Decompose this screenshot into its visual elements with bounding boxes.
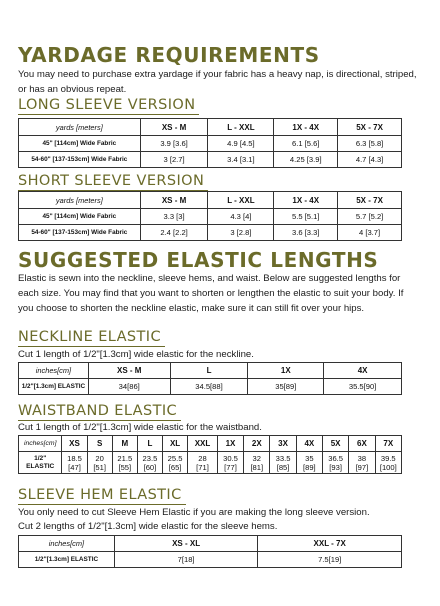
waistband-note: Cut 1 length of 1/2"[1.3cm] wide elastic for the waistband. [18, 422, 262, 433]
table-row: 1/2"[1.3cm] ELASTIC 7[18] 7.5[19] [19, 552, 402, 568]
table-row: 45" [114cm] Wide Fabric 3.9 [3.6] 4.9 [4.5] 6.1 [5.6] 6.3 [5.8] [19, 136, 402, 152]
table-header-row: yards [meters] XS - M L - XXL 1X - 4X 5X - 7X [19, 192, 402, 209]
neckline-elastic-heading: NECKLINE ELASTIC [18, 329, 161, 345]
waistband-elastic-heading: WAISTBAND ELASTIC [18, 403, 177, 419]
yardage-intro: You may need to purchase extra yardage if your fabric has a heavy nap, is directional, striped, or has an obvious repeat. [18, 69, 417, 95]
table-header-row: inches[cm] XS S M L XL XXL 1X 2X 3X 4X 5X 6X 7X [19, 436, 402, 452]
sleeve-hem-note-2: Cut 2 lengths of 1/2"[1.3cm] wide elastic for the sleeve hems. [18, 521, 278, 532]
table-header-row: inches[cm] XS - XL XXL - 7X [19, 536, 402, 552]
short-sleeve-heading: SHORT SLEEVE VERSION [18, 173, 204, 189]
long-sleeve-heading: LONG SLEEVE VERSION [18, 97, 195, 113]
sleeve-hem-elastic-heading: SLEEVE HEM ELASTIC [18, 487, 182, 503]
neckline-elastic-table [18, 362, 402, 395]
table-row: 1/2"[1.3cm] ELASTIC 34[86] 34.5[88] 35[89] 35.5[90] [19, 379, 402, 395]
sleeve-hem-note-1: You only need to cut Sleeve Hem Elastic if you are making the long sleeve version. [18, 507, 370, 518]
neckline-note: Cut 1 length of 1/2"[1.3cm] wide elastic for the neckline. [18, 349, 254, 360]
table-row: 54-60" [137-153cm] Wide Fabric 3 [2.7] 3.4 [3.1] 4.25 [3.9] 4.7 [4.3] [19, 152, 402, 168]
waistband-elastic-table [18, 435, 402, 474]
elastic-title: SUGGESTED ELASTIC LENGTHS [18, 248, 379, 272]
long-sleeve-yardage-table [18, 118, 402, 168]
table-header-row: yards [meters] XS - M L - XXL 1X - 4X 5X - 7X [19, 119, 402, 136]
sleeve-hem-elastic-table [18, 535, 402, 568]
yardage-title: YARDAGE REQUIREMENTS [18, 43, 320, 67]
table-row: 54-60" [137-153cm] Wide Fabric 2.4 [2.2] 3 [2.8] 3.6 [3.3] 4 [3.7] [19, 225, 402, 241]
waistband-row-label: 1/2" ELASTIC [19, 452, 62, 474]
table-header-row: inches[cm] XS - M L 1X 4X [19, 363, 402, 379]
short-sleeve-yardage-table [18, 191, 402, 241]
table-row: 45" [114cm] Wide Fabric 3.3 [3] 4.3 [4] 5.5 [5.1] 5.7 [5.2] [19, 209, 402, 225]
elastic-intro: Elastic is sewn into the neckline, sleeve hems, and waist. Below are suggested lengths for each size. You may find that you want to shorten or lengthen the elastic to suit your body. If you choose to shorten the neckline elastic, make sure it can still fit over your hips. [18, 273, 404, 314]
table-row: 1/2" ELASTIC 18.5 [47] 20 [51] 21.5 [55] 23.5 [60] 25.5 [65] 28 [71] 30.5 [77] 32 [81] 33.5 [85] 35 [89] 36.5 [93] 38 [97] 39.5 [100] [19, 452, 402, 474]
